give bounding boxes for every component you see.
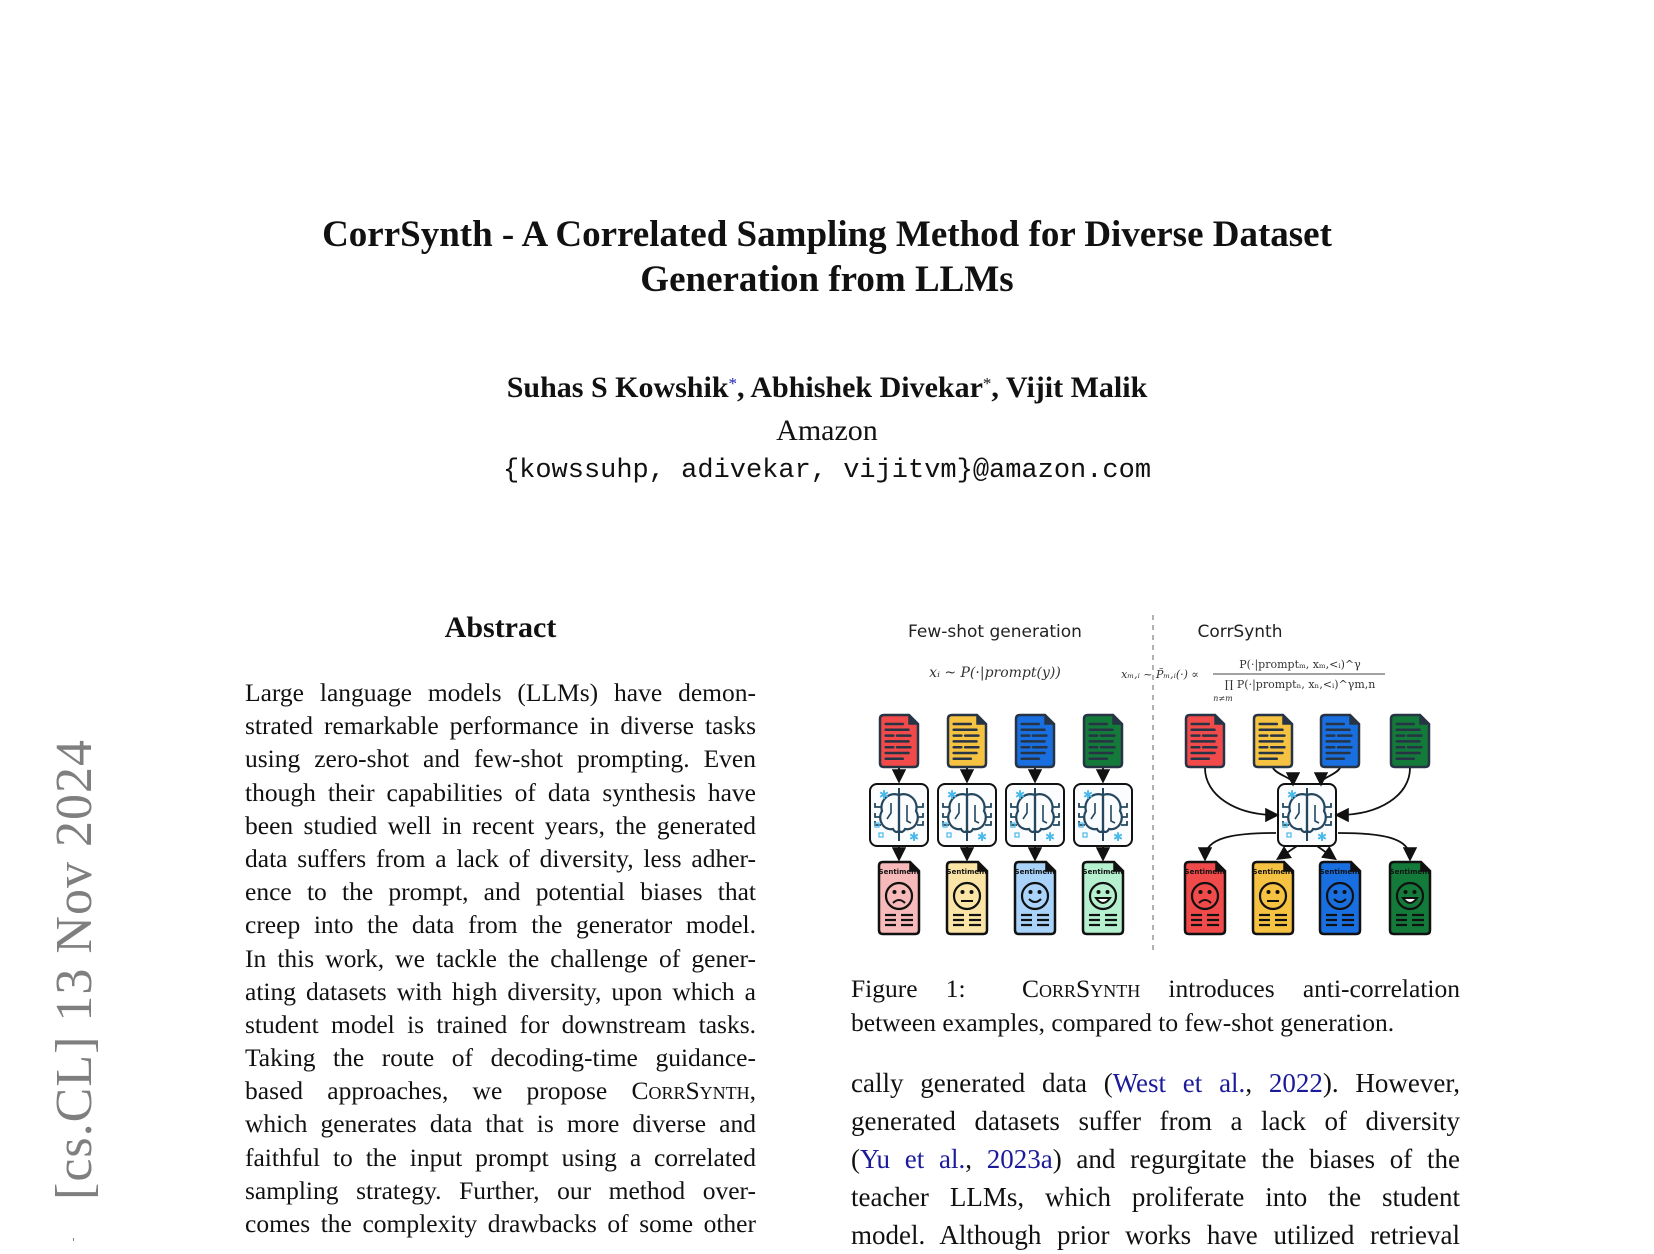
snowflake-icon: ✱: [1083, 788, 1094, 802]
author-list: [0, 370, 1654, 406]
input-doc-icon: [880, 715, 918, 767]
citation-link[interactable]: Yu et al.: [860, 1144, 966, 1174]
body-line: [851, 1102, 1460, 1140]
input-doc-icon: [1084, 715, 1122, 767]
llm-brain-icon: [1278, 784, 1336, 846]
abstract-body: [245, 676, 756, 1240]
llm-brain-icon: [870, 784, 928, 846]
sentiment-output-doc-icon: [1185, 862, 1227, 934]
citation-link[interactable]: West et al.: [1112, 1068, 1246, 1098]
method-name: CorrSynth: [631, 1076, 750, 1106]
input-doc-icon: [1391, 715, 1429, 767]
few-shot-formula: xᵢ ~ P(·|prompt(y)): [929, 665, 1061, 681]
arxiv-stamp: [cs.CL] 13 Nov 2024: [46, 739, 103, 1200]
sentiment-label: Sentiment: [1319, 868, 1361, 876]
abstract-line: [245, 1074, 756, 1107]
body-text: ). However,: [1322, 1068, 1460, 1098]
sentiment-label: Sentiment: [946, 868, 988, 876]
input-doc-icon: [1321, 715, 1359, 767]
sentiment-output-doc-icon: [879, 862, 921, 934]
author-emails: {kowssuhp, adivekar, vijitvm}@amazon.com: [502, 456, 1152, 486]
sentiment-output-doc-icon: [1083, 862, 1125, 934]
abstract-line: strated remarkable performance in diverse tasks: [245, 711, 756, 741]
sentiment-label: Sentiment: [1252, 868, 1294, 876]
abstract-line: In this work, we tackle the challenge of gener-: [245, 943, 756, 973]
body-line: [851, 1216, 1460, 1254]
abstract-line: which generates data that is more diverse and: [245, 1109, 756, 1139]
body-line: [851, 1178, 1460, 1216]
body-text: ,: [965, 1144, 987, 1174]
footnote-mark: *: [982, 374, 992, 393]
body-text: teacher LLMs, which proliferate into the student: [851, 1182, 1460, 1212]
abstract-line: creep into the data from the generator model.: [245, 910, 756, 940]
body-text: ) and regurgitate the biases of the: [1052, 1144, 1461, 1174]
body-text: generated datasets suffer from a lack of diversity: [851, 1106, 1460, 1136]
snowflake-icon: ✱: [947, 788, 958, 802]
author-separator: ,: [737, 371, 751, 404]
citation-link[interactable]: 2022: [1268, 1068, 1323, 1098]
input-doc-icon: [948, 715, 986, 767]
snowflake-icon: ✱: [1113, 830, 1124, 844]
abstract-line: comes the complexity drawbacks of some other: [245, 1209, 756, 1238]
author-name: Abhishek Divekar: [750, 371, 983, 404]
abstract-line: been studied well in recent years, the generated: [245, 810, 756, 840]
abstract-line: ating datasets with high diversity, upon which a: [245, 976, 756, 1006]
abstract-heading: Abstract: [444, 611, 557, 644]
snowflake-icon: ✱: [1287, 788, 1298, 802]
abstract-line: data suffers from a lack of diversity, less adher-: [245, 843, 756, 873]
footnote-link[interactable]: *: [728, 374, 738, 393]
caption-line: between examples, compared to few-shot generation.: [851, 1008, 1395, 1037]
sentiment-output-doc-icon: [1390, 862, 1432, 934]
citation-link[interactable]: 2023a: [986, 1144, 1053, 1174]
snowflake-icon: ✱: [1317, 830, 1328, 844]
body-line: [851, 1064, 1460, 1102]
body-text: (: [851, 1144, 860, 1174]
caption-line: [851, 972, 1460, 1006]
abstract-line: faithful to the input prompt using a correlated: [245, 1142, 756, 1172]
sentiment-label: Sentiment: [1184, 868, 1226, 876]
paper-title: [0, 212, 1654, 302]
figure-caption: [851, 972, 1460, 1040]
sentiment-output-doc-icon: [1015, 862, 1057, 934]
sentiment-output-doc-icon: [947, 862, 989, 934]
snowflake-icon: ✱: [1045, 830, 1056, 844]
body-text: ,: [1245, 1068, 1269, 1098]
abstract-line: Large language models (LLMs) have demon-: [245, 678, 756, 707]
body-text-right: [851, 1064, 1460, 1254]
figure-diagram: [845, 590, 1465, 960]
corrsynth-formula-lhs: xₘ,ᵢ ~ P̃ₘ,ᵢ(·) ∝: [1121, 668, 1199, 681]
input-doc-icon: [1254, 715, 1292, 767]
sentiment-label: Sentiment: [1389, 868, 1431, 876]
snowflake-icon: ✱: [909, 830, 920, 844]
corrsynth-formula-subscript: n≠m: [1213, 694, 1233, 703]
title-line-1: CorrSynth - A Correlated Sampling Method for Diverse Dataset: [322, 214, 1332, 255]
author-name: Suhas S Kowshik: [506, 371, 729, 404]
llm-brain-icon: [1006, 784, 1064, 846]
llm-brain-icon: [1074, 784, 1132, 846]
punct: ,: [749, 1076, 757, 1106]
few-shot-title: Few-shot generation: [908, 622, 1082, 642]
abstract-line: though their capabilities of data synthesis have: [245, 777, 756, 807]
caption-text: introduces anti-correlation: [1168, 974, 1460, 1003]
snowflake-icon: ✱: [879, 788, 890, 802]
sentiment-output-doc-icon: [1253, 862, 1295, 934]
input-doc-icon: [1186, 715, 1224, 767]
abstract-line: ence to the prompt, and potential biases that: [245, 877, 756, 907]
author-name: Vijit Malik: [1005, 371, 1148, 404]
abstract-line: sampling strategy. Further, our method over-: [245, 1175, 756, 1205]
sentiment-label: Sentiment: [1014, 868, 1056, 876]
abstract-line: Taking the route of decoding-time guidance-: [245, 1043, 756, 1073]
abstract-line: using zero-shot and few-shot prompting. Even: [245, 744, 756, 774]
figure-1: [845, 590, 1465, 960]
snowflake-icon: ✱: [1015, 788, 1026, 802]
sentiment-label: Sentiment: [1082, 868, 1124, 876]
sentiment-label: Sentiment: [878, 868, 920, 876]
abstract-line: student model is trained for downstream tasks.: [245, 1009, 756, 1039]
corrsynth-formula-numerator: P(·|promptₘ, xₘ,<ᵢ)^γ: [1239, 658, 1361, 671]
body-text: model. Although prior works have utilized retrieval: [851, 1220, 1460, 1250]
abstract-line-text: based approaches, we propose: [245, 1076, 608, 1106]
method-name: CorrSynth: [1022, 974, 1141, 1003]
corrsynth-formula-denominator: ∏ P(·|promptₙ, xₙ,<ᵢ)^γm,n: [1224, 678, 1376, 691]
body-text: cally generated data (: [851, 1068, 1113, 1098]
input-doc-icon: [1016, 715, 1054, 767]
affiliation: Amazon: [776, 414, 878, 447]
author-separator: ,: [991, 371, 1006, 404]
snowflake-icon: ✱: [977, 830, 988, 844]
sentiment-output-doc-icon: [1320, 862, 1362, 934]
title-line-2: Generation from LLMs: [640, 259, 1014, 300]
body-line: [851, 1140, 1460, 1178]
llm-brain-icon: [938, 784, 996, 846]
corrsynth-title: CorrSynth: [1197, 622, 1283, 642]
caption-label: Figure 1:: [851, 974, 966, 1003]
